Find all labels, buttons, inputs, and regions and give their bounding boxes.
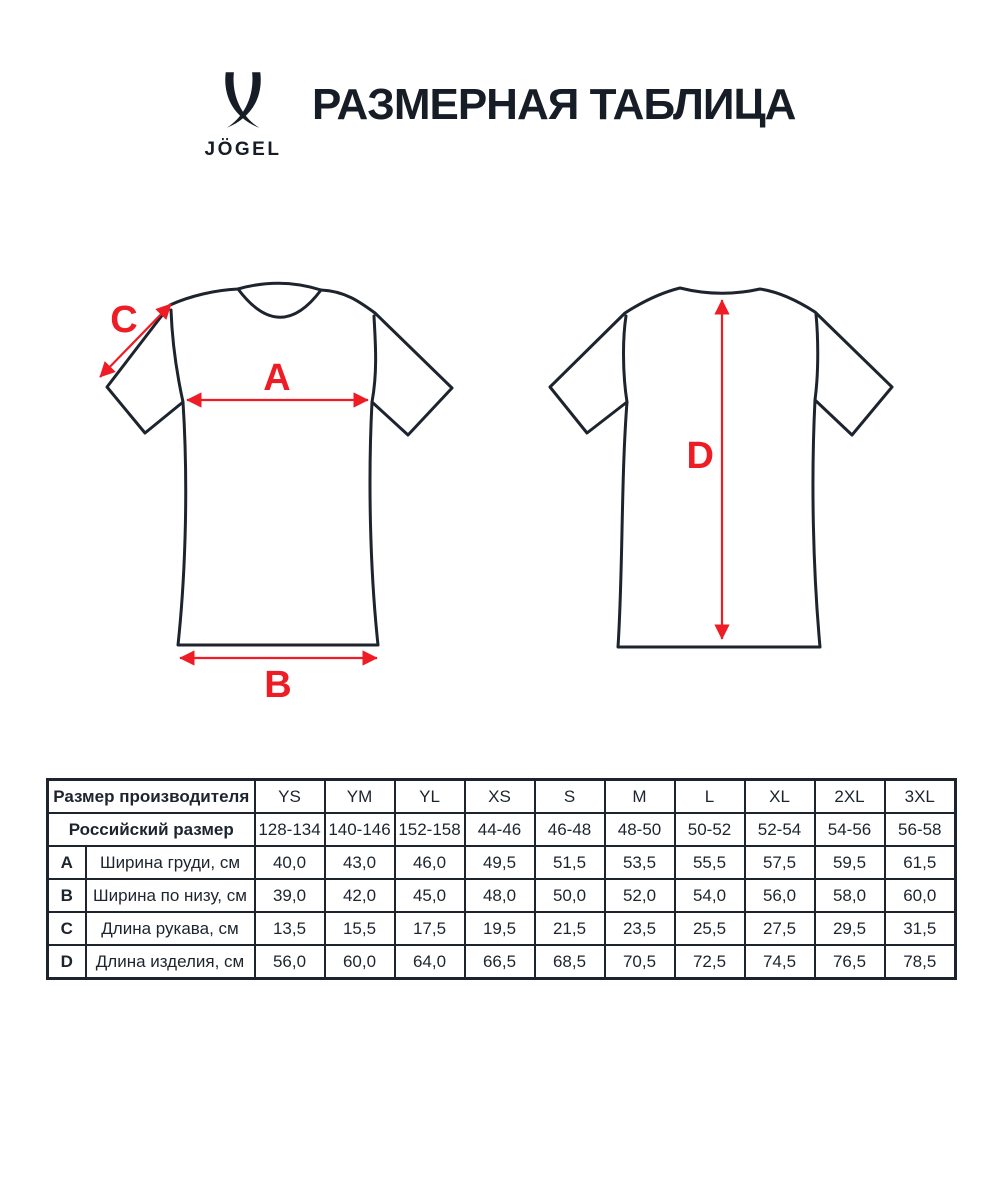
- russian-size-header: Российский размер: [48, 813, 255, 846]
- measure-value: 27,5: [745, 912, 815, 945]
- measure-name: Ширина груди, см: [86, 846, 255, 879]
- measure-value: 70,5: [605, 945, 675, 979]
- size-col-header: YL: [395, 780, 465, 814]
- measure-value: 19,5: [465, 912, 535, 945]
- measure-value: 55,5: [675, 846, 745, 879]
- table-row-bottom-width: [48, 879, 956, 912]
- russian-size-cell: 48-50: [605, 813, 675, 846]
- russian-size-cell: 56-58: [885, 813, 956, 846]
- size-table: [46, 778, 957, 980]
- measure-value: 59,5: [815, 846, 885, 879]
- measure-value: 56,0: [255, 945, 325, 979]
- russian-size-cell: 152-158: [395, 813, 465, 846]
- measure-value: 23,5: [605, 912, 675, 945]
- measure-letter: B: [48, 879, 86, 912]
- measure-value: 45,0: [395, 879, 465, 912]
- measure-value: 78,5: [885, 945, 956, 979]
- hem-width-label: B: [264, 664, 292, 700]
- measure-value: 53,5: [605, 846, 675, 879]
- measure-value: 64,0: [395, 945, 465, 979]
- measure-value: 13,5: [255, 912, 325, 945]
- russian-size-cell: 44-46: [465, 813, 535, 846]
- size-col-header: S: [535, 780, 605, 814]
- measure-value: 60,0: [325, 945, 395, 979]
- measure-value: 61,5: [885, 846, 956, 879]
- table-row-sleeve-length: [48, 912, 956, 945]
- tshirt-front-diagram: [60, 260, 500, 700]
- measure-value: 56,0: [745, 879, 815, 912]
- measure-letter: C: [48, 912, 86, 945]
- russian-size-cell: 46-48: [535, 813, 605, 846]
- chest-width-label: A: [263, 357, 291, 399]
- measure-value: 54,0: [675, 879, 745, 912]
- measure-value: 25,5: [675, 912, 745, 945]
- tshirt-front-outline: [107, 283, 452, 645]
- measure-value: 48,0: [465, 879, 535, 912]
- measure-value: 74,5: [745, 945, 815, 979]
- measure-value: 31,5: [885, 912, 956, 945]
- measure-value: 39,0: [255, 879, 325, 912]
- page-title: РАЗМЕРНАЯ ТАБЛИЦА: [312, 80, 796, 129]
- measure-value: 60,0: [885, 879, 956, 912]
- measure-value: 68,5: [535, 945, 605, 979]
- measure-value: 29,5: [815, 912, 885, 945]
- table-row-russian-sizes: [48, 813, 956, 846]
- table-row-garment-length: [48, 945, 956, 979]
- size-col-header: YS: [255, 780, 325, 814]
- size-col-header: M: [605, 780, 675, 814]
- measure-value: 43,0: [325, 846, 395, 879]
- measure-value: 72,5: [675, 945, 745, 979]
- measure-value: 66,5: [465, 945, 535, 979]
- measure-value: 42,0: [325, 879, 395, 912]
- measure-name: Ширина по низу, см: [86, 879, 255, 912]
- measure-value: 76,5: [815, 945, 885, 979]
- measure-value: 46,0: [395, 846, 465, 879]
- size-col-header: YM: [325, 780, 395, 814]
- measure-value: 15,5: [325, 912, 395, 945]
- size-col-header: XS: [465, 780, 535, 814]
- jogel-logo-icon: [219, 68, 267, 134]
- russian-size-cell: 140-146: [325, 813, 395, 846]
- tshirt-back-diagram: [530, 260, 970, 700]
- russian-size-cell: 50-52: [675, 813, 745, 846]
- size-col-header: 3XL: [885, 780, 956, 814]
- measure-name: Длина рукава, см: [86, 912, 255, 945]
- garment-length-label: D: [686, 435, 714, 477]
- measure-letter: A: [48, 846, 86, 879]
- measure-letter: D: [48, 945, 86, 979]
- brand-name: JÖGEL: [204, 139, 282, 160]
- measure-value: 57,5: [745, 846, 815, 879]
- measure-value: 58,0: [815, 879, 885, 912]
- measure-value: 51,5: [535, 846, 605, 879]
- size-col-header: 2XL: [815, 780, 885, 814]
- table-row-manufacturer-sizes: [48, 780, 956, 814]
- russian-size-cell: 54-56: [815, 813, 885, 846]
- size-col-header: XL: [745, 780, 815, 814]
- sleeve-length-label: C: [110, 299, 138, 341]
- measure-value: 49,5: [465, 846, 535, 879]
- brand-logo: [193, 68, 293, 161]
- measure-value: 17,5: [395, 912, 465, 945]
- russian-size-cell: 128-134: [255, 813, 325, 846]
- manufacturer-size-header: Размер производителя: [48, 780, 255, 814]
- size-col-header: L: [675, 780, 745, 814]
- table-row-chest-width: [48, 846, 956, 879]
- measure-value: 50,0: [535, 879, 605, 912]
- measure-value: 52,0: [605, 879, 675, 912]
- measure-value: 21,5: [535, 912, 605, 945]
- measure-name: Длина изделия, см: [86, 945, 255, 979]
- measure-value: 40,0: [255, 846, 325, 879]
- russian-size-cell: 52-54: [745, 813, 815, 846]
